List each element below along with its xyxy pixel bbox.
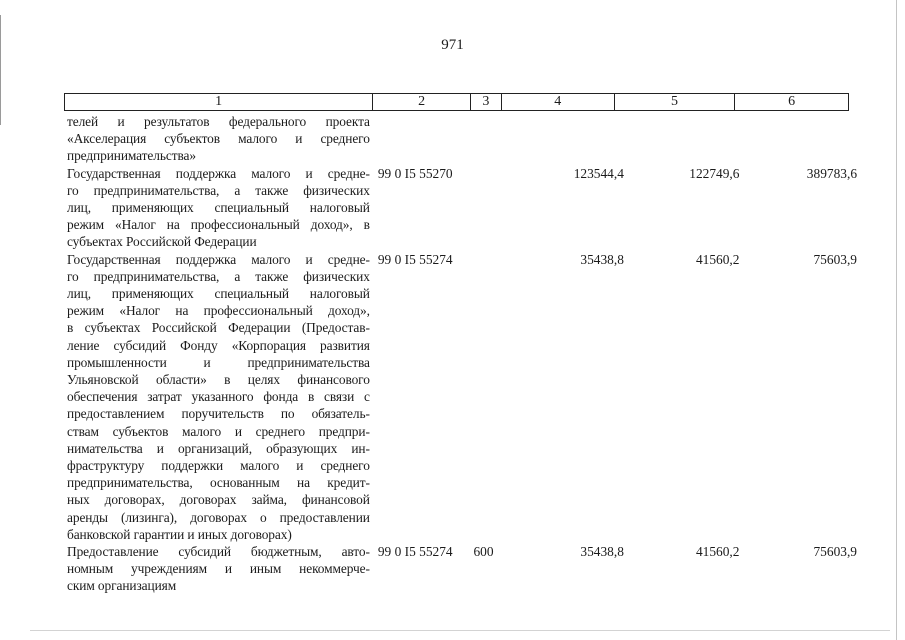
table-row — [67, 165, 857, 251]
description-line: промышленности и предпринимательства — [67, 354, 370, 370]
scan-edge-mark — [896, 0, 897, 640]
description-line: Государственная поддержка малого и средне- — [67, 165, 370, 181]
scan-edge-mark — [30, 630, 890, 631]
table-row — [67, 543, 857, 595]
row-expense-type: 600 — [473, 544, 494, 560]
description-line: лиц, применяющих специальный налоговый — [67, 286, 370, 302]
table-body — [67, 113, 857, 595]
description-line: аренды (лизинга), договорах о предоставлении — [67, 509, 370, 525]
description-line: го предпринимательства, а также физических — [67, 182, 370, 198]
description-line: номным учреждениям и иным некоммерче- — [67, 561, 370, 577]
description-line: обеспечения затрат указанного фонда в связи с — [67, 389, 370, 405]
row-value-col4: 35438,8 — [580, 544, 624, 560]
row-value-col5: 122749,6 — [689, 165, 740, 181]
description-line: го предпринимательства, а также физических — [67, 268, 370, 284]
row-value-col6: 75603,9 — [813, 544, 858, 560]
description-line: субъектах Российской Федерации — [67, 234, 257, 250]
description-line: ление субсидий Фонду «Корпорация развития — [67, 337, 370, 353]
description-line: лиц, применяющих специальный налоговый — [67, 200, 370, 216]
description-line: телей и результатов федерального проекта — [67, 114, 370, 129]
row-description — [67, 113, 370, 165]
header-col-6: 6 — [788, 94, 796, 109]
description-line: режим «Налог на профессиональный доход», в — [67, 217, 370, 233]
description-line: фраструктуру поддержки малого и среднего — [67, 458, 370, 474]
row-code: 99 0 I5 55274 — [377, 251, 453, 267]
row-description — [67, 543, 370, 595]
row-value-col6: 75603,9 — [813, 251, 858, 267]
description-line: ствам субъектов малого и среднего предпри- — [67, 423, 370, 439]
row-value-col4: 35438,8 — [580, 251, 624, 267]
description-line: Предоставление субсидий бюджетным, авто- — [67, 544, 370, 560]
table-row — [67, 251, 857, 543]
row-code: 99 0 I5 55274 — [377, 544, 453, 560]
description-line: банковской гарантии и иных договорах) — [67, 526, 292, 542]
description-line: нимательства и организаций, образующих ин- — [67, 440, 370, 456]
header-col-2: 2 — [373, 94, 471, 110]
table-header-row — [64, 93, 849, 111]
header-col-1: 1 — [65, 94, 373, 110]
row-value-col5: 41560,2 — [695, 251, 740, 267]
page-number: 971 — [441, 37, 464, 53]
description-line: предоставлением поручительств по обязатель- — [67, 406, 370, 422]
row-code: 99 0 I5 55270 — [377, 165, 453, 181]
row-value-col5: 41560,2 — [695, 544, 740, 560]
description-line: ных договорах, договорах займа, финансовой — [67, 492, 370, 508]
header-col-5: 5 — [615, 94, 736, 110]
description-line: режим «Налог на профессиональный доход», — [67, 303, 370, 319]
scan-edge-mark — [0, 15, 1, 125]
table-row — [67, 113, 857, 165]
description-line: «Акселерация субъектов малого и среднего — [67, 131, 370, 147]
row-description — [67, 165, 370, 251]
description-line: ским организациям — [67, 578, 177, 594]
header-col-4: 4 — [502, 94, 615, 110]
description-line: предпринимательства, основанным на кредит- — [67, 475, 370, 491]
header-col-3: 3 — [471, 94, 502, 110]
description-line: Государственная поддержка малого и средне- — [67, 251, 370, 267]
row-description — [67, 251, 370, 543]
description-line: в субъектах Российской Федерации (Предостав- — [67, 320, 370, 336]
description-line: предпринимательства» — [67, 148, 196, 164]
row-value-col6: 389783,6 — [806, 165, 858, 181]
description-line: Ульяновской области» в целях финансового — [67, 372, 370, 388]
row-value-col4: 123544,4 — [573, 165, 624, 181]
